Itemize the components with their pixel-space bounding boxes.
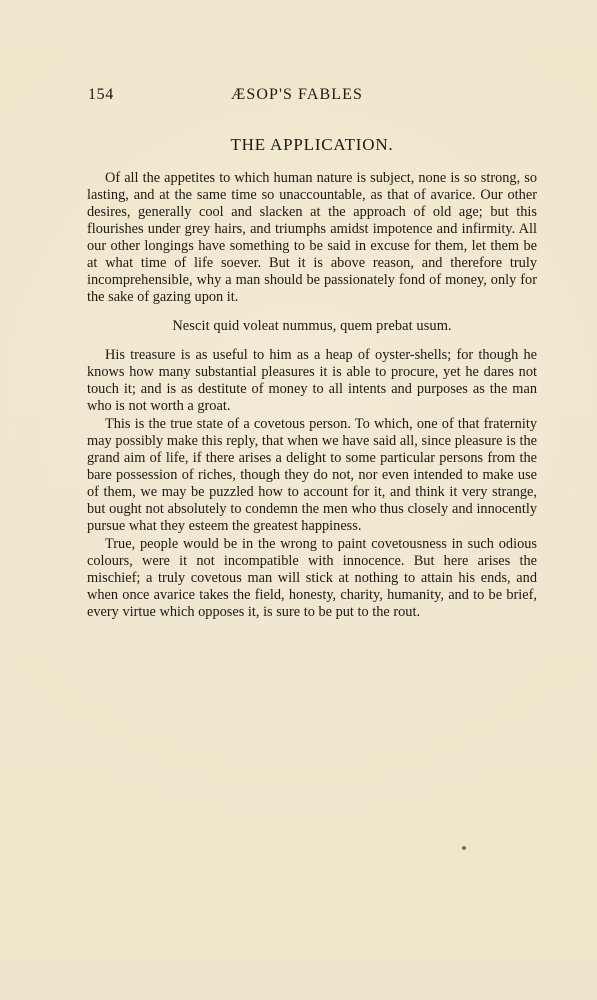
section-title: THE APPLICATION. bbox=[230, 135, 394, 154]
paragraph-2: His treasure is as useful to him as a heap of oyster-shells; for though he knows how many substantial pleasures it is able to procure, yet he dares not touch it; and is as destitute of money to all intents and purposes as the man who is not worth a groat. bbox=[87, 347, 537, 414]
running-title: ÆSOP'S FABLES bbox=[231, 86, 364, 103]
paragraph-4: True, people would be in the wrong to paint covetousness in such odious colours, were it not incompatible with innocence. But here arises the mischief; a truly covetous man will stick at nothing to attain his ends, and when once avarice takes the field, honesty, charity, humanity, and to be brief, every virtue which opposes it, is sure to be put to the rout. bbox=[87, 536, 537, 620]
paragraph-3: This is the true state of a covetous person. To which, one of that fraternity may possibly make this reply, that when we have said all, since pleasure is the grand aim of life, if there arises a delight to some particular persons from the bare possession of riches, though they do not, nor even intended to make use of them, we may be puzzled how to account for it, and think it very strange, but ought not absolutely to condemn the men who thus closely and innocently pursue what they esteem the greatest happiness. bbox=[87, 416, 537, 534]
page-number: 154 bbox=[88, 86, 114, 103]
page-content bbox=[87, 135, 537, 621]
latin-quote: Nescit quid voleat nummus, quem prebat usum. bbox=[172, 318, 452, 334]
paragraph-1: Of all the appetites to which human nature is subject, none is so strong, so lasting, and at the same time so unaccountable, as that of avarice. Our other desires, generally cool and slacken at the approach of old age; but this flourishes under grey hairs, and triumphs amidst impotence and infirmity. All our other longings have something to be said in excuse for them, let them be at what time of life soever. But it is above reason, and therefore truly incomprehensible, why a man should be passionately fond of money, only for the sake of gazing upon it. bbox=[87, 170, 537, 305]
page-header bbox=[88, 86, 538, 110]
page-speck bbox=[462, 846, 466, 850]
